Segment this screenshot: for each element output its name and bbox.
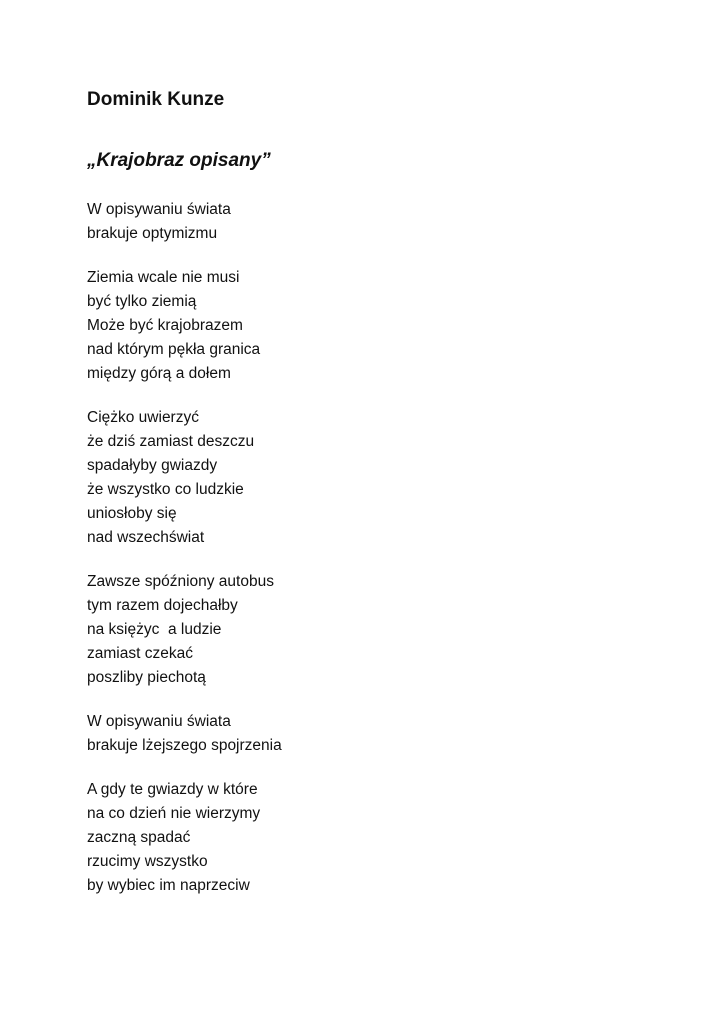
poem-line: W opisywaniu świata bbox=[87, 201, 231, 218]
poem-line: Ziemia wcale nie musi bbox=[87, 269, 240, 286]
poem-line: nad wszechświat bbox=[87, 529, 205, 546]
stanza-5 bbox=[87, 710, 687, 758]
poem-line: by wybiec im naprzeciw bbox=[87, 877, 250, 894]
poem-line: że wszystko co ludzkie bbox=[87, 481, 244, 498]
poem-line: W opisywaniu świata bbox=[87, 713, 231, 730]
poem-line: nad którym pękła granica bbox=[87, 341, 261, 358]
stanza-3 bbox=[87, 406, 687, 550]
poem-body bbox=[87, 198, 687, 918]
poem-line: poszliby piechotą bbox=[87, 669, 206, 686]
poem-line: Zawsze spóźniony autobus bbox=[87, 573, 274, 590]
stanza-4 bbox=[87, 570, 687, 690]
poem-line: zaczną spadać bbox=[87, 829, 191, 846]
poem-line: Ciężko uwierzyć bbox=[87, 409, 199, 426]
poem-line: Może być krajobrazem bbox=[87, 317, 243, 334]
poem-line: tym razem dojechałby bbox=[87, 597, 238, 614]
poem-line: A gdy te gwiazdy w które bbox=[87, 781, 258, 798]
poem-line: na co dzień nie wierzymy bbox=[87, 805, 261, 822]
stanza-6 bbox=[87, 778, 687, 898]
poem-line: uniosłoby się bbox=[87, 505, 177, 522]
poem-line: że dziś zamiast deszczu bbox=[87, 433, 255, 450]
poem-line: zamiast czekać bbox=[87, 645, 193, 662]
stanza-2 bbox=[87, 266, 687, 386]
poem-line: między górą a dołem bbox=[87, 365, 231, 382]
poem-line: na księżyc a ludzie bbox=[87, 621, 222, 638]
poem-line: spadałyby gwiazdy bbox=[87, 457, 218, 474]
poem-line: brakuje lżejszego spojrzenia bbox=[87, 737, 282, 754]
poem-title: „Krajobraz opisany” bbox=[87, 150, 271, 171]
stanza-1 bbox=[87, 198, 687, 246]
poem-line: brakuje optymizmu bbox=[87, 225, 218, 242]
poem-line: być tylko ziemią bbox=[87, 293, 197, 310]
author-name: Dominik Kunze bbox=[87, 89, 225, 110]
poem-line: rzucimy wszystko bbox=[87, 853, 208, 870]
